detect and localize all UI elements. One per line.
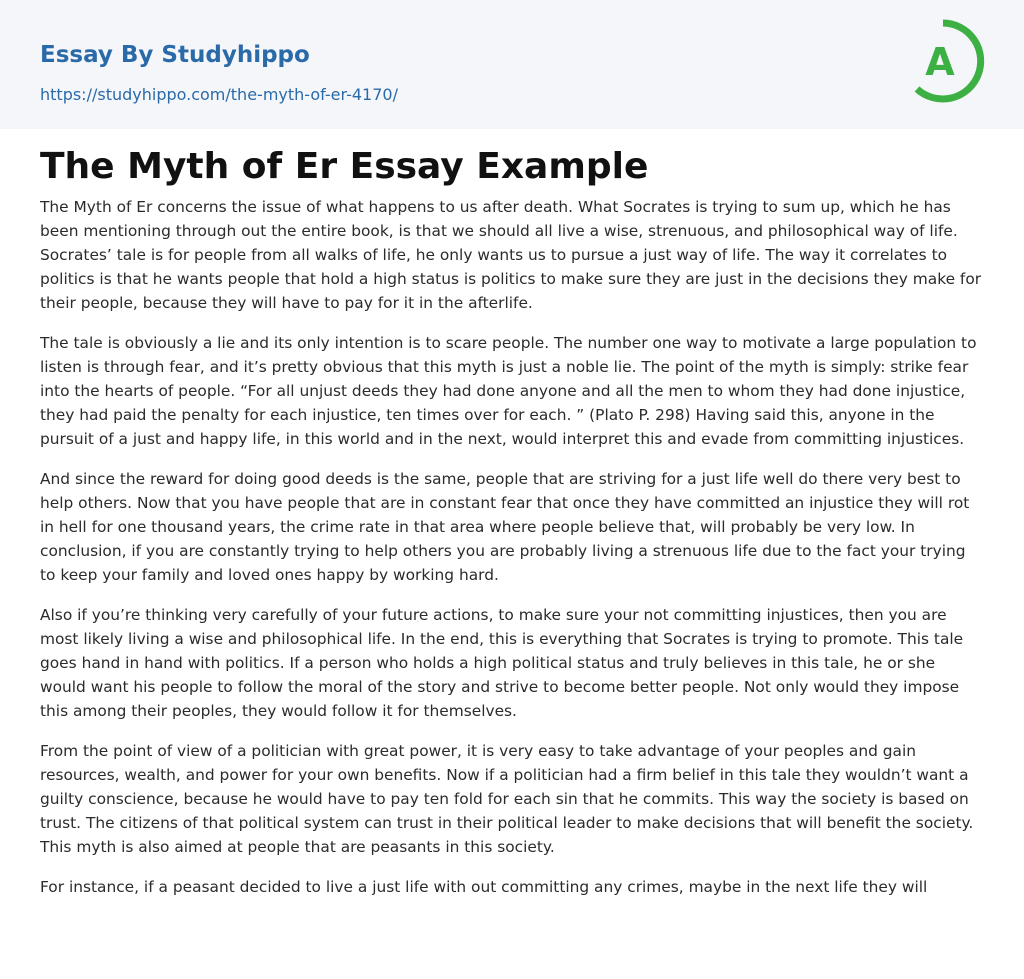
essay-paragraph: From the point of view of a politician with great power, it is very easy to take advantage of your peoples and gain resources, wealth, and power for your own benefits. Now if a politician had a firm belief in this tale they wouldn’t want a guilty conscience, because he would have to pay ten fold for each sin that he commits. This way the society is based on trust. The citizens of that political system can trust in their political leader to make decisions that will benefit the society. This myth is also aimed at people that are peasants in this society. <box>40 742 974 856</box>
essay-paragraph: Also if you’re thinking very carefully of your future actions, to make sure your not committing injustices, then you are most likely living a wise and philosophical life. In the end, this is everything that Socrates is trying to promote. This tale goes hand in hand with politics. If a person who holds a high political status and truly believes in this tale, he or she would want his people to follow the moral of the story and strive to become better people. Not only would they impose this among their peoples, they would follow it for themselves. <box>40 606 964 720</box>
essay-paragraph: For instance, if a peasant decided to live a just life with out committing any crimes, maybe in the next life they will <box>40 878 928 896</box>
essay-paragraph: And since the reward for doing good deeds is the same, people that are striving for a just life well do there very best to help others. Now that you have people that are in constant fear that once they have committed an injustice they will rot in hell for one thousand years, the crime rate in that area where people believe that, will probably be very low. In conclusion, if you are constantly trying to help others you are probably living a strenuous life due to the fact your trying to keep your family and loved ones happy by working hard. <box>40 470 970 584</box>
page-url-link[interactable]: https://studyhippo.com/the-myth-of-er-4170/ <box>40 85 398 104</box>
site-brand[interactable]: Essay By Studyhippo <box>40 42 310 68</box>
essay-paragraph: The tale is obviously a lie and its only intention is to scare people. The number one way to motivate a large population to listen is through fear, and it’s pretty obvious that this myth is just a noble lie. The point of the myth is simply: strike fear into the hearts of people. “For all unjust deeds they had done anyone and all the men to whom they had done injustice, they had paid the penalty for each injustice, ten times over for each. ” (Plato P. 298) Having said this, anyone in the pursuit of a just and happy life, in this world and in the next, would interpret this and evade from committing injustices. <box>40 334 977 448</box>
studyhippo-logo-icon[interactable] <box>910 19 988 105</box>
page-title: The Myth of Er Essay Example <box>40 146 649 187</box>
site-header <box>0 0 1024 129</box>
logo-letter: A <box>925 40 955 84</box>
essay-paragraph: The Myth of Er concerns the issue of what happens to us after death. What Socrates is trying to sum up, which he has been mentioning through out the entire book, is that we should all live a wise, strenuous, and philosophical way of life. Socrates’ tale is for people from all walks of life, he only wants us to pursue a just way of life. The way it correlates to politics is that he wants people that hold a high status is politics to make sure they are just in the decisions they make for their people, because they will have to pay for it in the afterlife. <box>40 198 982 312</box>
essay-body <box>40 195 984 915</box>
